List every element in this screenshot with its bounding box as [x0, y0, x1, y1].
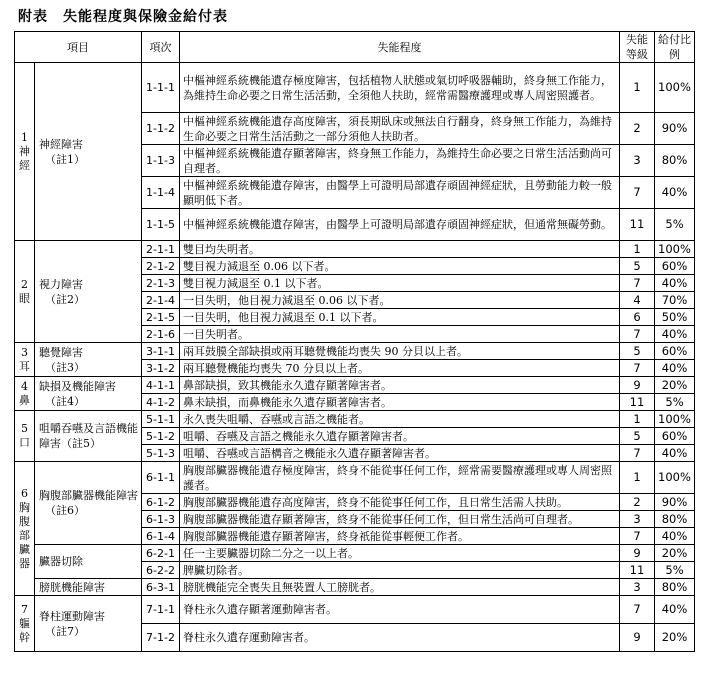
table-row: 7軀幹 脊柱運動障害 （註7） 7-1-1 脊柱永久遺存顯著運動障害者。 7 40% — [15, 596, 695, 624]
table-row: 2眼 視力障害 （註2） 2-1-1 雙目均失明者。 1 100% — [15, 241, 695, 258]
group-chest-abdomen: 6胸腹部臟器 — [15, 462, 35, 596]
header-level: 失能等級 — [620, 32, 655, 63]
table-row: 6胸腹部臟器 胸腹部臟器機能障害 （註6） 6-1-1 胸腹部臟器機能遺存極度障害，終身不能從事任何工作，經常需要醫療護理或專人周密照護者。 1 100% — [15, 462, 695, 494]
group-ear: 3耳 — [15, 343, 35, 377]
table-row: 6-2-2 脾臟切除者。 11 5% — [15, 562, 695, 579]
table-row: 2-1-6 一目失明者。 7 40% — [15, 326, 695, 343]
table-row: 2-1-4 一目失明，他目視力減退至 0.06 以下者。 4 70% — [15, 292, 695, 309]
page-title: 附表 失能程度與保險金給付表 — [18, 9, 228, 25]
table-row: 3-1-2 兩耳聽覺機能均喪失 70 分貝以上者。 7 40% — [15, 360, 695, 377]
table-row: 1-1-5 中樞神經系統機能遺存障害，由醫學上可證明局部遺存頑固神經症狀，但通常無礙勞動。 11 5% — [15, 209, 695, 241]
header-item: 項目 — [15, 32, 142, 63]
group-nose: 4鼻 — [15, 377, 35, 411]
table-row: 5口 咀嚼吞嚥及言語機能障害（註5） 5-1-1 永久喪失咀嚼、吞嚥或言語之機能者。 1 100% — [15, 411, 695, 428]
table-row: 2-1-5 一目失明，他目視力減退至 0.1 以下者。 6 50% — [15, 309, 695, 326]
table-row: 2-1-2 雙目視力減退至 0.06 以下者。 5 60% — [15, 258, 695, 275]
sub-vision-disorder: 視力障害 （註2） — [35, 241, 142, 343]
table-row: 7-1-2 脊柱永久遺存運動障害者。 9 20% — [15, 624, 695, 652]
table-row: 1-1-3 中樞神經系統機能遺存顯著障害，終身無工作能力，為維持生命必要之日常生活活動尚可自理者。 3 80% — [15, 145, 695, 177]
disability-benefit-table — [14, 31, 695, 652]
table-row: 膀胱機能障害 6-3-1 膀胱機能完全喪失且無裝置人工膀胱者。 3 80% — [15, 579, 695, 596]
sub-nose-disorder: 缺損及機能障害 （註4） — [35, 377, 142, 411]
header-degree: 失能程度 — [180, 32, 620, 63]
table-row: 1-1-2 中樞神經系統機能遺存高度障害，須長期臥床或無法自行翻身，終身無工作能力，為維持生命必要之日常生活活動之一部分須他人扶助者。 2 90% — [15, 113, 695, 145]
group-mouth: 5口 — [15, 411, 35, 462]
table-row: 4鼻 缺損及機能障害 （註4） 4-1-1 鼻部缺損，致其機能永久遺存顯著障害者。 9 20% — [15, 377, 695, 394]
table-row: 6-1-2 胸腹部臟器機能遺存高度障害，終身不能從事任何工作，且日常生活需人扶助。 2 90% — [15, 494, 695, 511]
table-row: 5-1-2 咀嚼、吞嚥及言語之機能永久遺存顯著障害者。 5 60% — [15, 428, 695, 445]
table-row: 6-1-3 胸腹部臟器機能遺存顯著障害，終身不能從事任何工作，但日常生活尚可自理者。 3 80% — [15, 511, 695, 528]
sub-organ-removal: 臟器切除 — [35, 545, 142, 579]
header-rate: 給付比例 — [655, 32, 695, 63]
table-row: 5-1-3 咀嚼、吞嚥或言語構音之機能永久遺存顯著障害者。 7 40% — [15, 445, 695, 462]
table-row: 1-1-4 中樞神經系統機能遺存障害，由醫學上可證明局部遺存頑固神經症狀，且勞動能力較一般顯明低下者。 7 40% — [15, 177, 695, 209]
sub-hearing-disorder: 聽覺障害 （註3） — [35, 343, 142, 377]
table-row: 6-1-4 胸腹部臟器機能遺存顯著障害，終身祇能從事輕便工作者。 7 40% — [15, 528, 695, 545]
group-trunk: 7軀幹 — [15, 596, 35, 652]
group-eye: 2眼 — [15, 241, 35, 343]
table-row: 3耳 聽覺障害 （註3） 3-1-1 兩耳鼓膜全部缺損或兩耳聽覺機能均喪失 90 分貝以上者。 5 60% — [15, 343, 695, 360]
table-header-row — [15, 32, 695, 63]
sub-bladder-disorder: 膀胱機能障害 — [35, 579, 142, 596]
sub-nerve-disorder: 神經障害 （註1） — [35, 63, 142, 241]
header-code: 項次 — [142, 32, 180, 63]
table-row: 4-1-2 鼻未缺損，而鼻機能永久遺存顯著障害者。 11 5% — [15, 394, 695, 411]
group-nerve: 1神經 — [15, 63, 35, 241]
sub-organ-function-disorder: 胸腹部臟器機能障害 （註6） — [35, 462, 142, 545]
sub-spine-disorder: 脊柱運動障害 （註7） — [35, 596, 142, 652]
table-row: 臟器切除 6-2-1 任一主要臟器切除二分之一以上者。 9 20% — [15, 545, 695, 562]
sub-mouth-disorder: 咀嚼吞嚥及言語機能障害（註5） — [35, 411, 142, 462]
table-row: 2-1-3 雙目視力減退至 0.1 以下者。 7 40% — [15, 275, 695, 292]
table-row: 1神經 神經障害 （註1） 1-1-1 中樞神經系統機能遺存極度障害，包括植物人狀態或氣切呼吸器輔助，終身無工作能力，為維持生命必要之日常生活活動，全須他人扶助，經常需醫療護理或專人周密照護者。 1 100% — [15, 63, 695, 113]
